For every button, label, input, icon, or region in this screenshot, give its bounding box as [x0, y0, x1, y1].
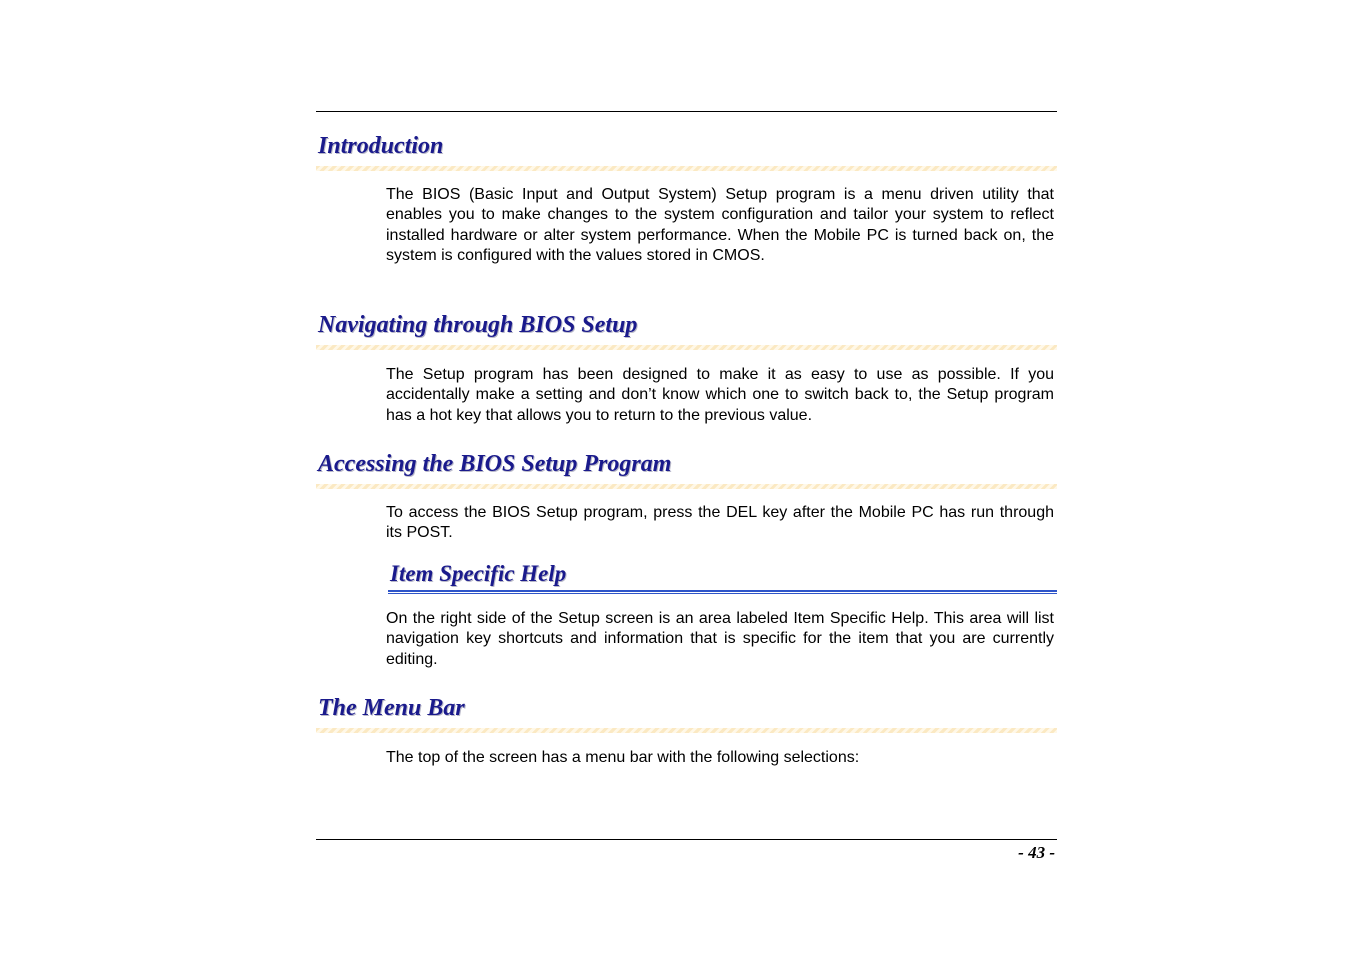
section-heading-accessing: Accessing the BIOS Setup Program — [318, 451, 672, 477]
heading-underline-band — [316, 728, 1057, 733]
section-heading-introduction: Introduction — [318, 133, 444, 159]
subsection-heading-item-specific-help: Item Specific Help — [390, 561, 567, 586]
menu-bar-paragraph: The top of the screen has a menu bar with the following selections: — [386, 749, 860, 766]
header-rule — [316, 111, 1057, 112]
heading-underline-band — [316, 345, 1057, 350]
section-heading-menu-bar: The Menu Bar — [318, 695, 465, 721]
heading-underline-band — [316, 484, 1057, 489]
subheading-double-rule — [388, 590, 1057, 594]
navigating-paragraph: The Setup program has been designed to make it as easy to use as possible. If you accidentally make a setting and don’t know which one to switch back to, the Setup program has a hot key that allows you to return to the previous value. — [386, 366, 1054, 424]
introduction-paragraph: The BIOS (Basic Input and Output System) Setup program is a menu driven utility that enables you to make changes to the system configuration and tailor your system to reflect installed hardware or alter system performance. When the Mobile PC is turned back on, the system is configured with the values stored in CMOS. — [386, 186, 1054, 264]
accessing-paragraph: To access the BIOS Setup program, press the DEL key after the Mobile PC has run through its POST. — [386, 504, 1054, 542]
footer-rule — [316, 839, 1057, 840]
heading-underline-band — [316, 166, 1057, 171]
section-heading-navigating: Navigating through BIOS Setup — [318, 312, 638, 338]
page-number: - 43 - — [1018, 843, 1055, 862]
item-specific-help-paragraph: On the right side of the Setup screen is an area labeled Item Specific Help. This area will list navigation key shortcuts and information that is specific for the item that you are currently editing. — [386, 610, 1054, 668]
